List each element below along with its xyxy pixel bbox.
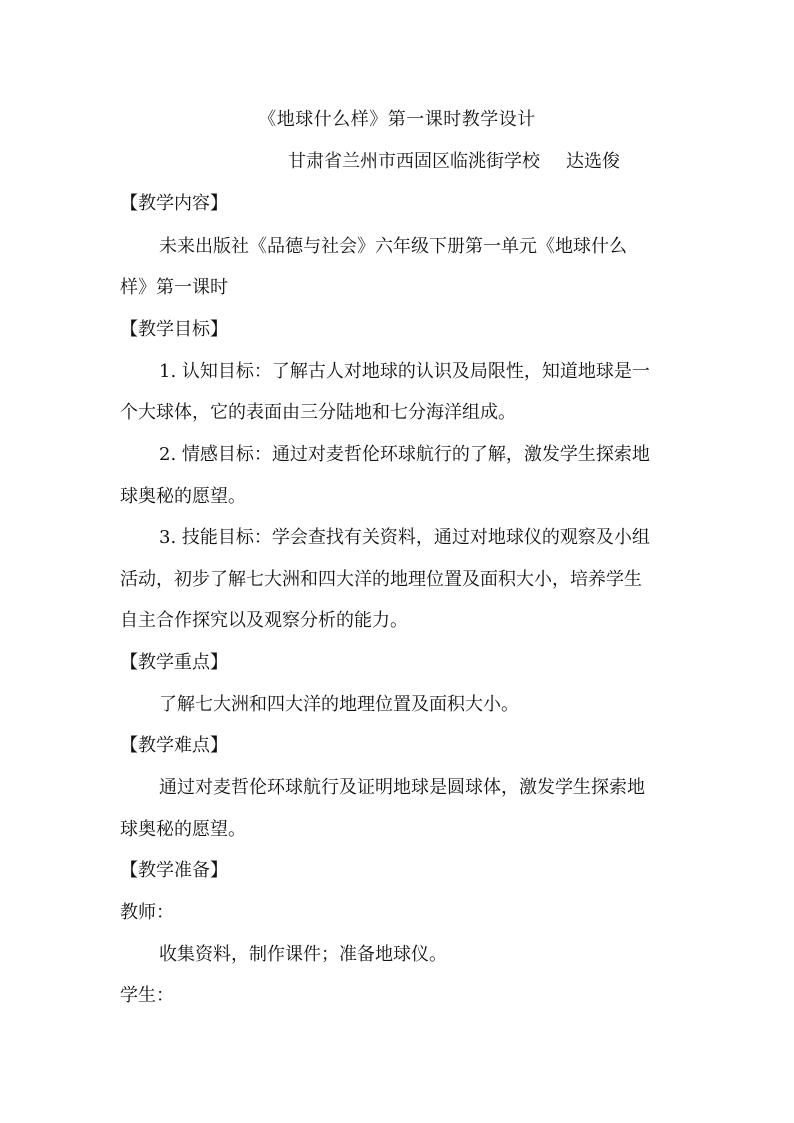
author-name: 达选俊 [566,151,620,172]
student-label: 学生： [120,985,174,1006]
byline [288,147,620,173]
paragraph-line: 活动，初步了解七大洲和四大洋的地理位置及面积大小，培养学生 [120,569,642,590]
teacher-label: 教师： [120,902,174,923]
section-heading-difficulties: 【教学难点】 [120,735,228,756]
paragraph-line: 球奥秘的愿望。 [120,819,246,840]
paragraph-line: 2. 情感目标：通过对麦哲伦环球航行的了解，激发学生探索地 [159,444,650,465]
section-heading-key-points: 【教学重点】 [120,652,228,673]
document-title: 《地球什么样》第一课时教学设计 [258,109,536,130]
paragraph-line: 通过对麦哲伦环球航行及证明地球是圆球体，激发学生探索地 [159,777,645,798]
paragraph-line: 自主合作探究以及观察分析的能力。 [120,610,408,631]
section-heading-content: 【教学内容】 [120,193,228,214]
paragraph-line: 收集资料，制作课件；准备地球仪。 [159,944,447,965]
paragraph-line: 1. 认知目标：了解古人对地球的认识及局限性，知道地球是一 [159,361,650,382]
school-name: 甘肃省兰州市西固区临洮街学校 [288,151,540,172]
paragraph-line: 未来出版社《品德与社会》六年级下册第一单元《地球什么 [159,236,627,257]
paragraph-line: 球奥秘的愿望。 [120,486,246,507]
paragraph-line: 样》第一课时 [120,277,228,298]
paragraph-line: 3. 技能目标：学会查找有关资料，通过对地球仪的观察及小组 [159,527,650,548]
section-heading-goals: 【教学目标】 [120,319,228,340]
section-heading-preparation: 【教学准备】 [120,860,228,881]
paragraph-line: 个大球体，它的表面由三分陆地和七分海洋组成。 [120,402,516,423]
paragraph-line: 了解七大洲和四大洋的地理位置及面积大小。 [159,694,519,715]
